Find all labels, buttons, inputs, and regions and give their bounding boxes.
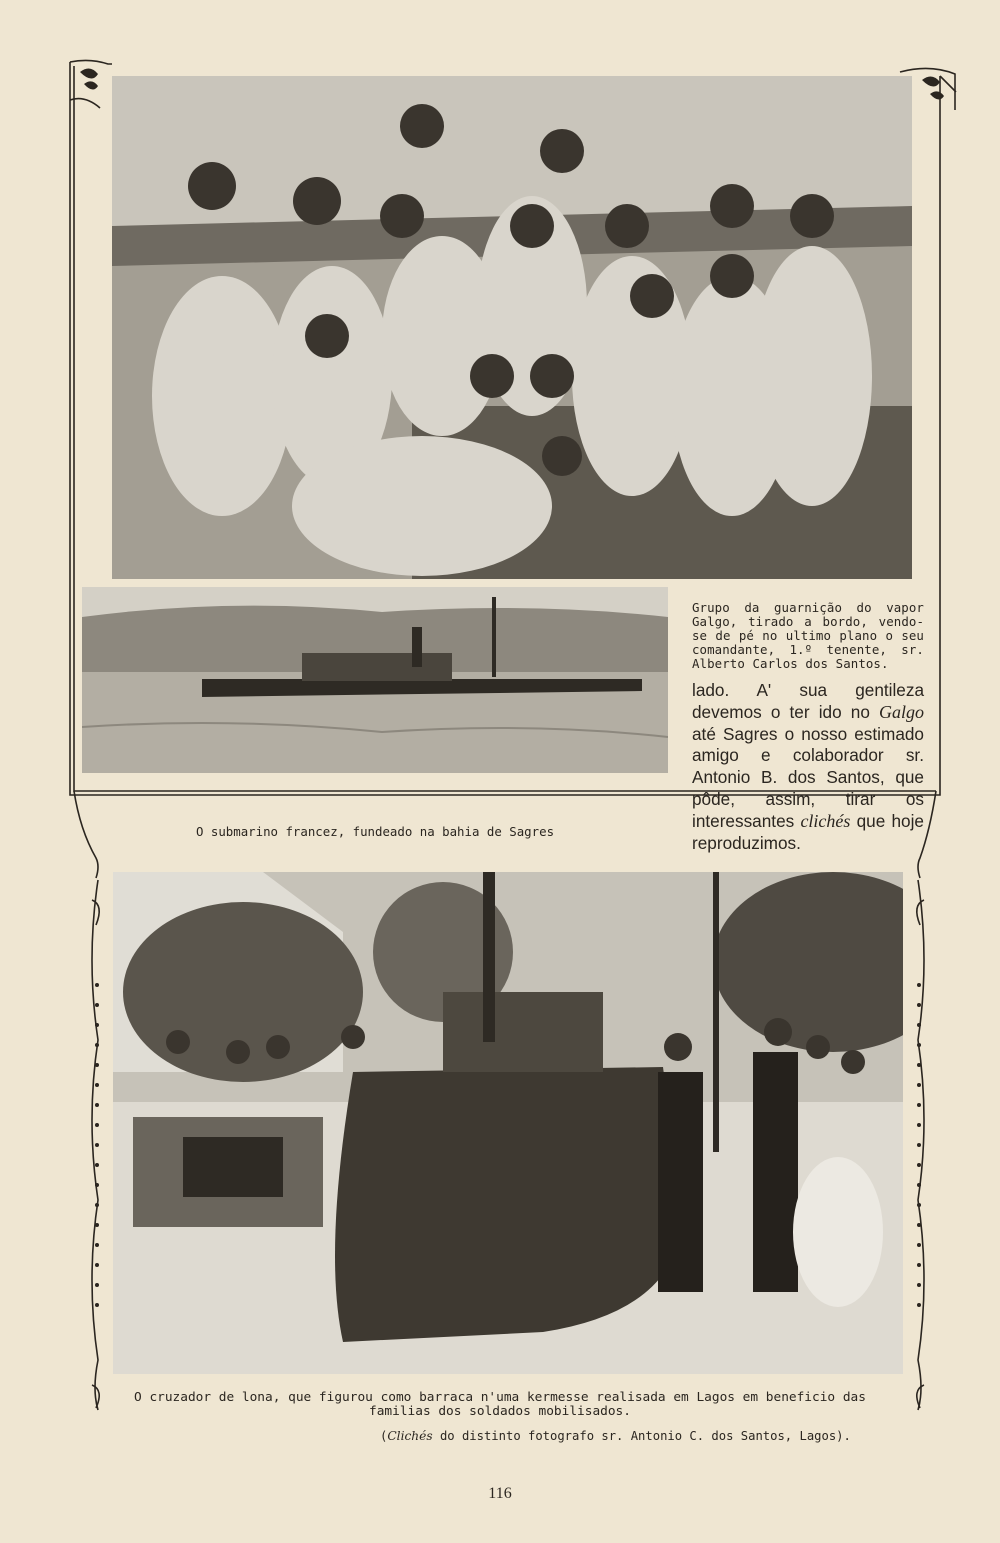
cruiser-caption-line-2: familias dos soldados mobilisados. bbox=[369, 1404, 631, 1419]
canvas-cruiser-photo bbox=[113, 872, 903, 1374]
body-part-1: lado. A' sua gentileza devemos o ter ido no bbox=[692, 680, 924, 722]
crew-photo bbox=[112, 76, 912, 579]
cruiser-caption-line-1: O cruzador de lona, que figurou como barraca n'uma kermesse realisada em Lagos em beneficio das bbox=[134, 1390, 866, 1405]
canvas-cruiser-photo-image bbox=[113, 872, 903, 1374]
credit-open: ( bbox=[380, 1429, 388, 1443]
cruiser-caption bbox=[130, 1391, 870, 1419]
crew-photo-image bbox=[112, 76, 912, 579]
submarine-photo bbox=[82, 587, 668, 773]
photo-credit bbox=[380, 1429, 851, 1443]
body-ship-name: Galgo bbox=[879, 701, 924, 722]
crew-caption: Grupo da guarnição do vapor Galgo, tirado a bordo, vendo-se de pé no ultimo plano o seu comandante, 1.º tenente, sr. Alberto Carlos dos Santos. bbox=[692, 600, 924, 671]
credit-cliches: Clichés bbox=[387, 1429, 433, 1443]
body-cliches: clichés bbox=[800, 810, 851, 831]
body-part-3: que hoje reproduzimos. bbox=[692, 810, 924, 853]
body-part-2: até Sagres o nosso estimado amigo e colaborador sr. Antonio B. dos Santos, que pôde, assim, tirar os interessantes bbox=[692, 723, 924, 831]
article-body-text bbox=[692, 680, 924, 854]
credit-rest: do distinto fotografo sr. Antonio C. dos Santos, Lagos). bbox=[432, 1429, 851, 1443]
page-number: 116 bbox=[488, 1485, 512, 1502]
submarine-caption: O submarino francez, fundeado na bahia de Sagres bbox=[195, 824, 555, 839]
submarine-photo-image bbox=[82, 587, 668, 773]
